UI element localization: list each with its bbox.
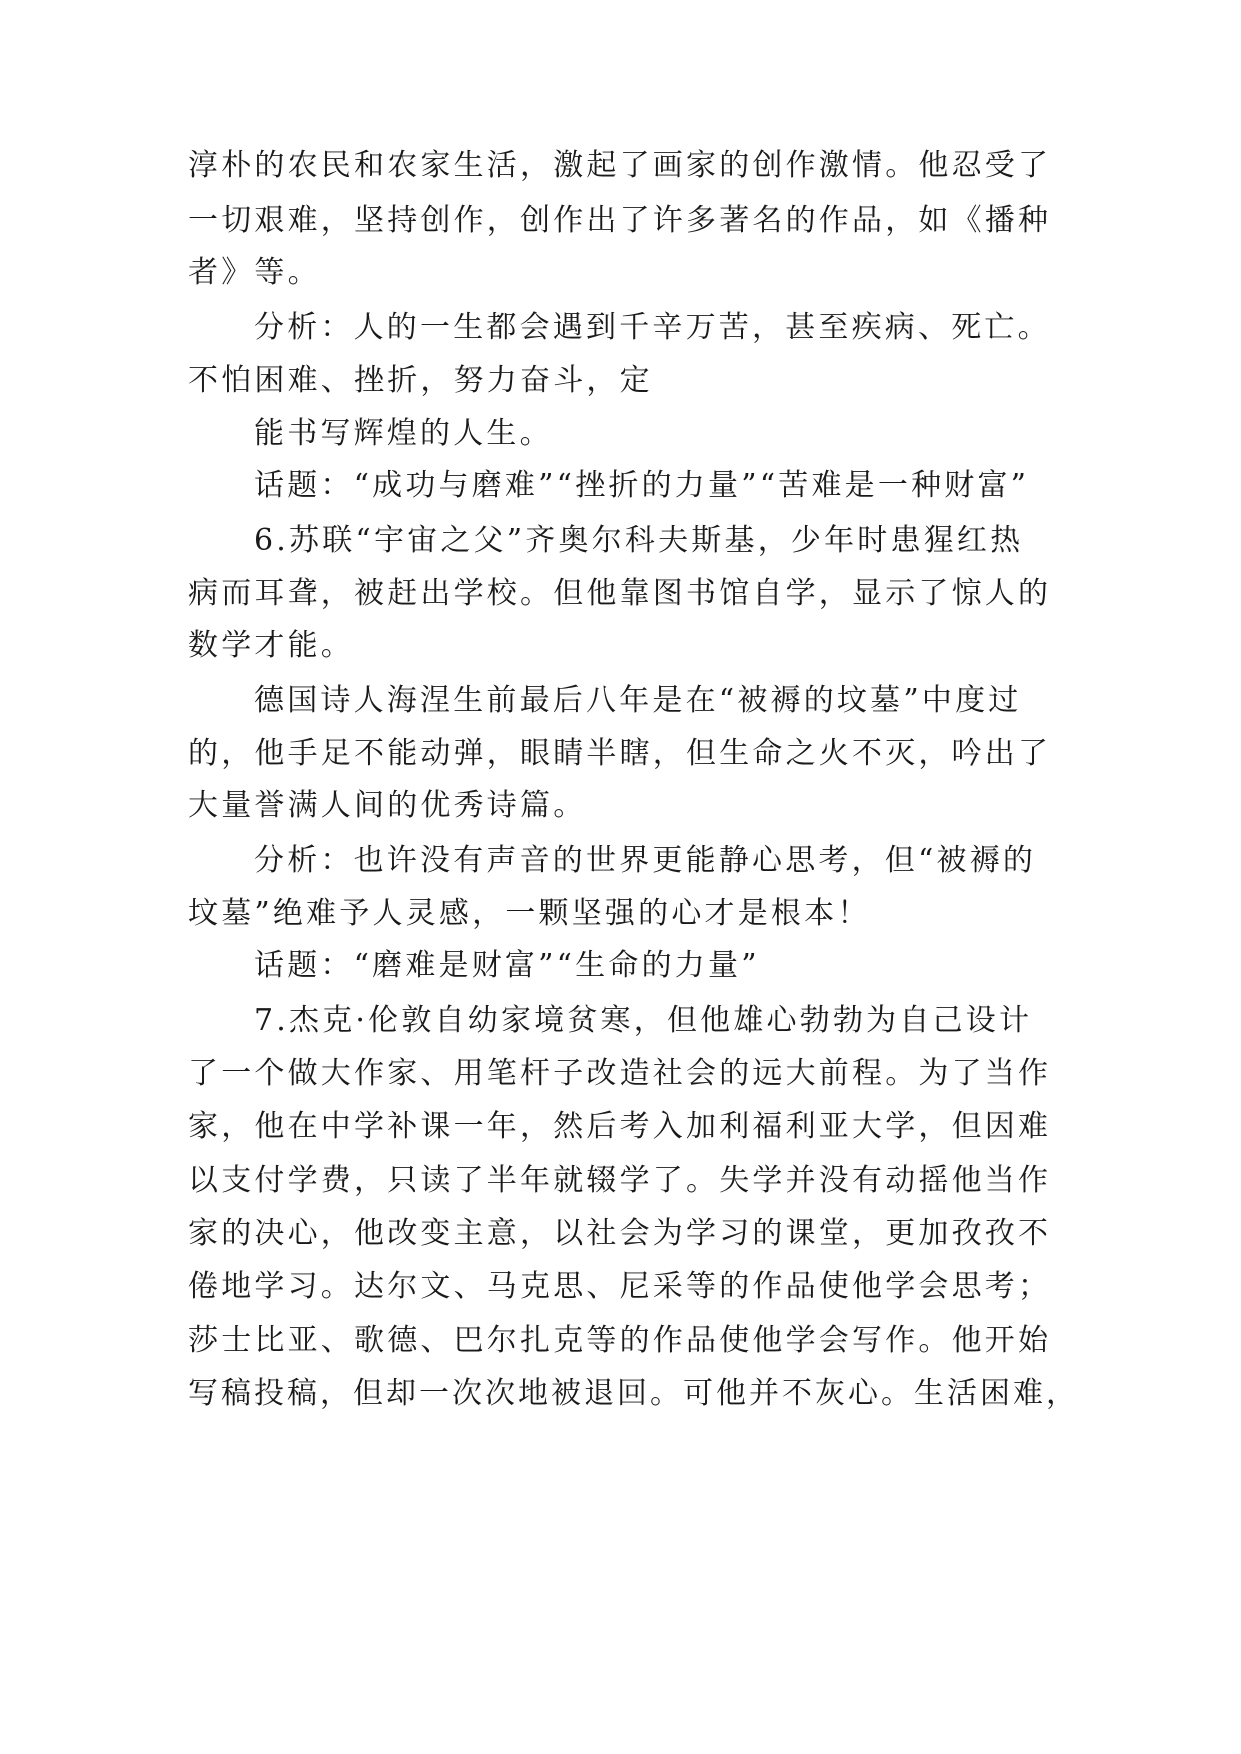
text-line: 了一个做大作家、用笔杆子改造社会的远大前程。为了当作: [188, 1056, 1052, 1091]
text-line: 家的决心，他改变主意，以社会为学习的课堂，更加孜孜不: [188, 1216, 1052, 1251]
text-line: 者》等。: [188, 255, 321, 290]
text-line: 不怕困难、挫折，努力奋斗，定: [188, 363, 653, 398]
text-line: 7.杰克·伦敦自幼家境贫寒，但他雄心勃勃为自己设计: [254, 1003, 1033, 1038]
text-line: 写稿投稿，但却一次次地被退回。可他并不灰心。生活困难，: [188, 1376, 1079, 1411]
text-line: 病而耳聋，被赶出学校。但他靠图书馆自学，显示了惊人的: [188, 576, 1052, 611]
text-line: 分析：人的一生都会遇到千辛万苦，甚至疾病、死亡。: [254, 310, 1051, 345]
text-line: 坟墓”绝难予人灵感，一颗坚强的心才是根本！: [188, 896, 871, 931]
text-line: 倦地学习。达尔文、马克思、尼采等的作品使他学会思考；: [188, 1269, 1052, 1304]
text-line: 以支付学费，只读了半年就辍学了。失学并没有动摇他当作: [188, 1163, 1052, 1198]
text-line: 莎士比亚、歌德、巴尔扎克等的作品使他学会写作。他开始: [188, 1323, 1052, 1358]
text-line: 的，他手足不能动弹，眼睛半瞎，但生命之火不灭，吟出了: [188, 736, 1052, 771]
text-line: 家，他在中学补课一年，然后考入加利福利亚大学，但因难: [188, 1109, 1052, 1144]
text-line: 数学才能。: [188, 628, 354, 663]
text-line: 话题：“成功与磨难”“挫折的力量”“苦难是一种财富”: [254, 468, 1030, 503]
text-line: 6.苏联“宇宙之父”齐奥尔科夫斯基，少年时患猩红热: [254, 523, 1024, 558]
text-line: 能书写辉煌的人生。: [254, 416, 553, 451]
text-line: 一切艰难，坚持创作，创作出了许多著名的作品，如《播种: [188, 203, 1052, 238]
text-line: 话题：“磨难是财富”“生命的力量”: [254, 948, 760, 983]
text-line: 德国诗人海涅生前最后八年是在“被褥的坟墓”中度过: [254, 683, 1022, 718]
text-line: 分析：也许没有声音的世界更能静心思考，但“被褥的: [254, 843, 1037, 878]
text-line: 淳朴的农民和农家生活，激起了画家的创作激情。他忍受了: [188, 148, 1052, 183]
text-line: 大量誉满人间的优秀诗篇。: [188, 788, 587, 823]
